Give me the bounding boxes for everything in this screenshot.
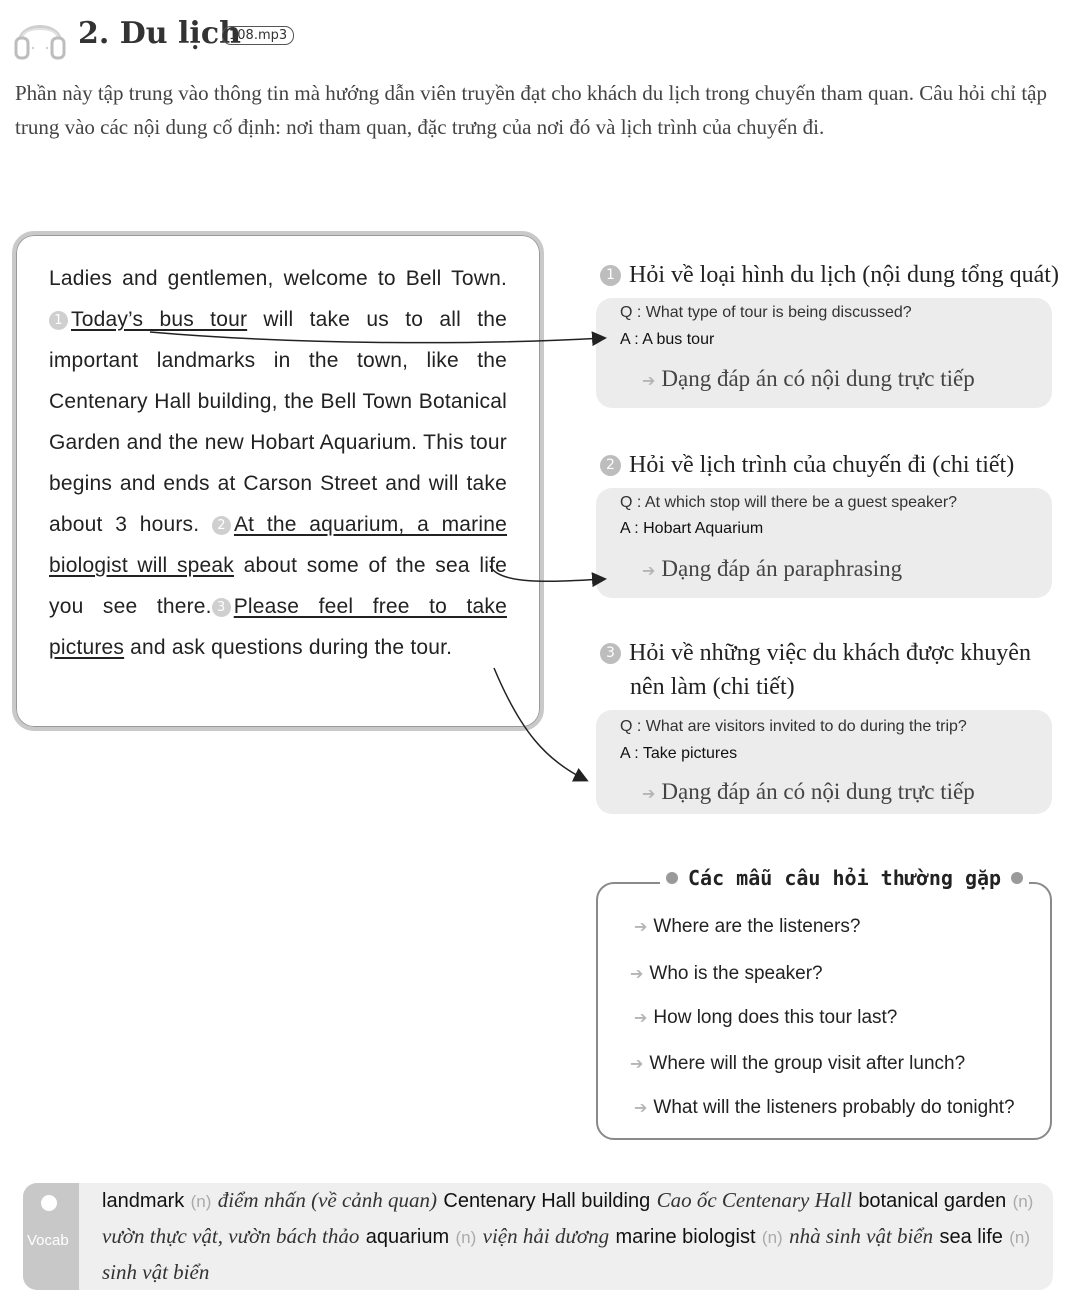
vocab-meaning: vườn thực vật, vườn bách thảo — [102, 1224, 360, 1248]
section-3-number-icon: 3 — [600, 643, 621, 664]
arrow-right-icon: ➔ — [642, 784, 656, 803]
vocab-meaning: Cao ốc Centenary Hall — [656, 1188, 852, 1212]
vocab-word: botanical garden — [858, 1190, 1007, 1212]
vocab-word: landmark — [102, 1190, 185, 1212]
common-question-item: ➔ Who is the speaker? — [630, 963, 823, 984]
headphones-icon — [12, 8, 68, 64]
vocab-pos: (n) — [1009, 1228, 1031, 1247]
vocab-pos: (n) — [1012, 1192, 1034, 1211]
arrow-right-icon: ➔ — [634, 1008, 648, 1027]
section-3-answer-value: Take pictures — [642, 745, 738, 762]
section-2-question: Q : At which stop will there be a guest speaker? — [620, 494, 958, 511]
vocab-pos: (n) — [761, 1228, 783, 1247]
vocab-word: marine biologist — [615, 1226, 756, 1248]
section-3-heading-line-1: Hỏi về những việc du khách được khuyên — [629, 640, 1031, 666]
passage-part-4: and ask questions during the tour. — [124, 636, 453, 659]
section-3-heading — [600, 640, 1031, 667]
section-3-heading-line-2: nên làm (chi tiết) — [630, 674, 795, 700]
section-1-number-icon: 1 — [600, 265, 621, 286]
section-1-heading-text: Hỏi về loại hình du lịch (nội dung tổng quát) — [629, 262, 1059, 288]
vocab-meaning: điểm nhấn (về cảnh quan) — [217, 1188, 438, 1212]
vocab-word: Centenary Hall building — [443, 1190, 651, 1212]
section-2-heading-text: Hỏi về lịch trình của chuyến đi (chi tiết) — [629, 452, 1015, 478]
section-1-answer-value: A bus tour — [642, 331, 715, 348]
common-question-item: ➔ Where are the listeners? — [634, 916, 861, 937]
section-2-answer: A : Hobart Aquarium — [620, 520, 764, 537]
section-3-answer-type: ➔ Dạng đáp án có nội dung trực tiếp — [642, 779, 975, 804]
section-2-answer-value: Hobart Aquarium — [643, 520, 764, 537]
vocab-meaning: nhà sinh vật biển — [789, 1224, 934, 1248]
section-2-number-icon: 2 — [600, 455, 621, 476]
section-1-heading — [600, 262, 1059, 289]
arrow-right-icon: ➔ — [630, 1054, 644, 1073]
section-3-answer: A : Take pictures — [620, 745, 738, 762]
audio-file-badge[interactable]: 108.mp3 — [222, 26, 294, 45]
vocab-word: sea life — [939, 1226, 1003, 1248]
vocab-pos: (n) — [455, 1228, 477, 1247]
vocab-dot-icon — [41, 1195, 57, 1211]
vocab-meaning: sinh vật biển — [102, 1260, 210, 1284]
common-question-item: ➔ How long does this tour last? — [634, 1007, 898, 1028]
section-3-question: Q : What are visitors invited to do during the trip? — [620, 718, 967, 735]
vocab-label: Vocab — [27, 1232, 69, 1249]
passage-part-3: about some of the sea life you see there. — [49, 554, 507, 618]
passage-text — [49, 258, 507, 668]
highlight-2: At the aquarium, a marine biologist will speak — [49, 513, 507, 577]
vocab-pos: (n) — [190, 1192, 212, 1211]
page-title: 2. Du lịch — [78, 16, 241, 51]
highlight-1: Today’s bus tour — [71, 308, 248, 331]
arrow-right-icon: ➔ — [634, 917, 648, 936]
intro-paragraph: Phần này tập trung vào thông tin mà hướng dẫn viên truyền đạt cho khách du lịch trong chuyến tham quan. Câu hỏi chỉ tập trung vào các nội dung cố định: nơi tham quan, đặc trưng của nơi đó và lịch trình của chuyến đi. — [15, 81, 1048, 139]
arrow-right-icon: ➔ — [634, 1098, 648, 1117]
vocab-word: aquarium — [365, 1226, 450, 1248]
vocab-meaning: viện hải dương — [482, 1224, 610, 1248]
vocab-text — [102, 1183, 1042, 1289]
arrow-right-icon: ➔ — [630, 964, 644, 983]
marker-3-icon: 3 — [212, 598, 231, 617]
arrow-right-icon: ➔ — [642, 561, 656, 580]
section-2-answer-type: ➔ Dạng đáp án paraphrasing — [642, 556, 903, 581]
highlight-3: Please feel free to take pictures — [49, 595, 507, 659]
section-2-heading — [600, 452, 1014, 479]
marker-2-icon: 2 — [212, 516, 231, 535]
passage-part-1: Ladies and gentlemen, welcome to Bell Town. — [49, 267, 507, 290]
section-1-question: Q : What type of tour is being discussed? — [620, 304, 912, 321]
section-1-answer-type: ➔ Dạng đáp án có nội dung trực tiếp — [642, 366, 975, 391]
dot-icon — [1011, 872, 1023, 884]
common-questions-title: Các mẫu câu hỏi thường gặp — [660, 866, 1029, 890]
dot-icon — [666, 872, 678, 884]
passage-part-2: will take us to all the important landmarks in the town, like the Centenary Hall building, the Bell Town Botanical Garden and the new Hobart Aquarium. This tour begins and ends at Carson Street and will take about 3 hours. — [49, 308, 507, 536]
section-1-answer: A : A bus tour — [620, 331, 715, 348]
common-question-item: ➔ Where will the group visit after lunch? — [630, 1053, 966, 1074]
common-question-item: ➔ What will the listeners probably do tonight? — [634, 1097, 1015, 1118]
marker-1-icon: 1 — [49, 311, 68, 330]
arrow-right-icon: ➔ — [642, 371, 656, 390]
